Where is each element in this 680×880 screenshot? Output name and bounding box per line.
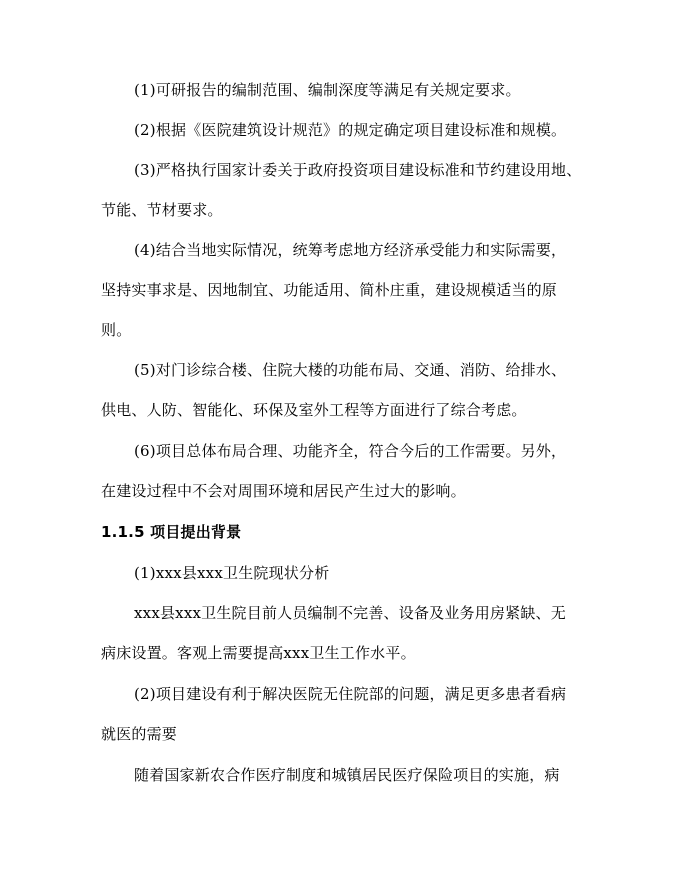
- paragraph-6-line-2: 在建设过程中不会对周围环境和居民产生过大的影响。: [101, 482, 466, 500]
- paragraph-7-line-1: (1)xxx县xxx卫生院现状分析: [134, 564, 330, 582]
- paragraph-1-line-1: (1)可研报告的编制范围、编制深度等满足有关规定要求。: [134, 81, 521, 99]
- paragraph-10-line-1: 随着国家新农合作医疗制度和城镇居民医疗保险项目的实施，病: [134, 766, 560, 784]
- paragraph-6-line-1: (6)项目总体布局合理、功能齐全，符合今后的工作需要。另外，: [134, 442, 567, 460]
- paragraph-5-line-1: (5)对门诊综合楼、住院大楼的功能布局、交通、消防、给排水、: [134, 361, 567, 379]
- section-heading: 1.1.5 项目提出背景: [101, 523, 242, 541]
- paragraph-8-line-2: 病床设置。客观上需要提高xxx卫生工作水平。: [101, 644, 416, 662]
- paragraph-4-line-1: (4)结合当地实际情况，统筹考虑地方经济承受能力和实际需要，: [134, 241, 567, 259]
- paragraph-4-line-2: 坚持实事求是、因地制宜、功能适用、简朴庄重，建设规模适当的原: [101, 281, 558, 299]
- paragraph-9-line-1: (2)项目建设有利于解决医院无住院部的问题，满足更多患者看病: [134, 685, 567, 703]
- paragraph-4-line-3: 则。: [101, 321, 132, 339]
- paragraph-9-line-2: 就医的需要: [101, 725, 178, 743]
- paragraph-2-line-1: (2)根据《医院建筑设计规范》的规定确定项目建设标准和规模。: [134, 121, 567, 139]
- paragraph-3-line-1: (3)严格执行国家计委关于政府投资项目建设标准和节约建设用地、: [134, 161, 582, 179]
- paragraph-5-line-2: 供电、人防、智能化、环保及室外工程等方面进行了综合考虑。: [101, 401, 527, 419]
- paragraph-8-line-1: xxx县xxx卫生院目前人员编制不完善、设备及业务用房紧缺、无: [134, 604, 566, 622]
- paragraph-3-line-2: 节能、节材要求。: [101, 201, 223, 219]
